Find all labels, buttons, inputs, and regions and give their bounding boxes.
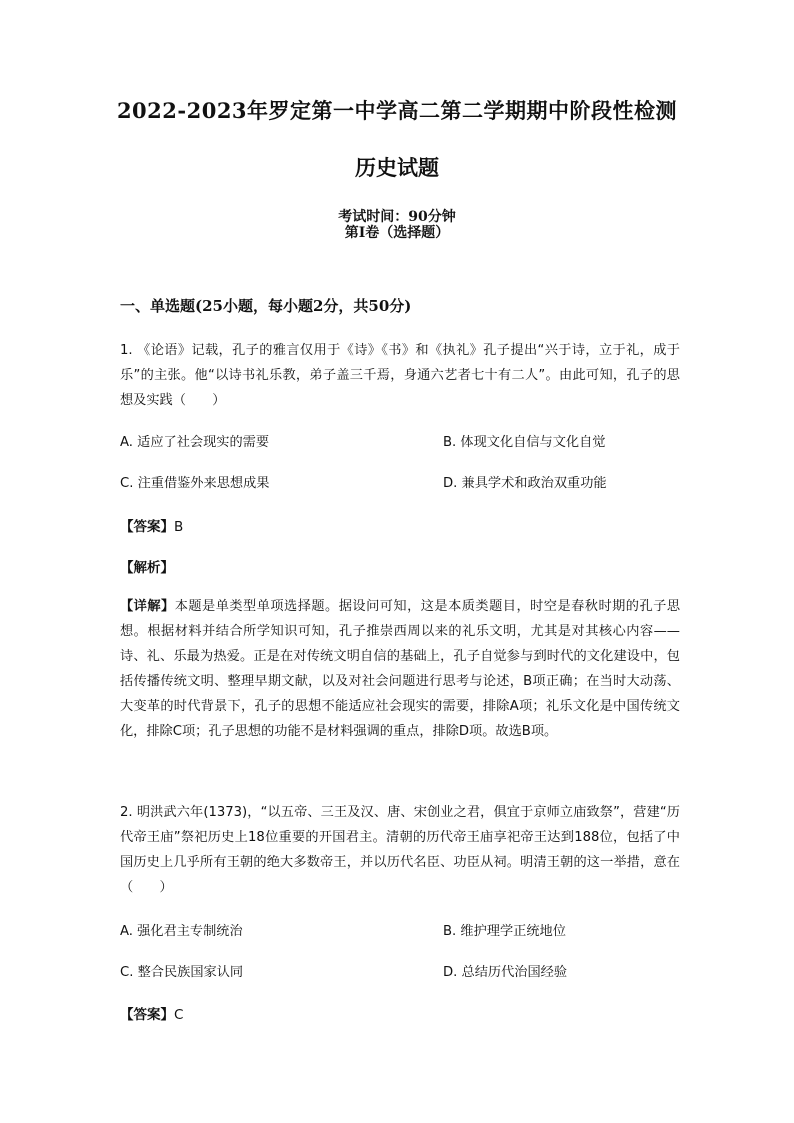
answer-label: 【答案】 xyxy=(120,519,174,535)
answer-label: 【答案】 xyxy=(120,1007,174,1023)
question-1-option-c: C. 注重借鉴外来思想成果 xyxy=(120,476,270,491)
question-1-stem: 1. 《论语》记载，孔子的雅言仅用于《诗》《书》和《执礼》孔子提出“兴于诗，立于礼，成于乐”的主张。他“以诗书礼乐教，弟子盖三千焉，身通六艺者七十有二人”。由此可知，孔子的思想及实践（ ） xyxy=(120,343,680,408)
question-2-option-d: D. 总结历代治国经验 xyxy=(443,965,568,980)
section-heading: 一、单选题(25小题，每小题2分，共50分) xyxy=(120,297,412,315)
document-subtitle: 历史试题 xyxy=(355,155,439,180)
question-2-option-b: B. 维护理学正统地位 xyxy=(443,924,566,939)
question-1-analysis-label: 【解析】 xyxy=(120,560,174,576)
question-1-option-a: A. 适应了社会现实的需要 xyxy=(120,435,270,450)
answer-value: C xyxy=(174,1007,184,1023)
exam-time: 考试时间：90分钟 xyxy=(338,209,456,225)
detail-label: 【详解】 xyxy=(120,599,175,614)
question-2-option-a: A. 强化君主专制统治 xyxy=(120,924,243,939)
question-1-option-d: D. 兼具学术和政治双重功能 xyxy=(443,476,607,491)
question-1-option-b: B. 体现文化自信与文化自觉 xyxy=(443,435,606,450)
detail-text: 本题是单类型单项选择题。据设问可知，这是本质类题目，时空是春秋时期的孔子思想。根据材料并结合所学知识可知，孔子推崇西周以来的礼乐文明，尤其是对其核心内容——诗、礼、乐最为热爱。正是在对传统文明自信的基础上，孔子自觉参与到时代的文化建设中，包括传播传统文明、整理早期文献，以及对社会问题进行思考与论述，B项正确；在当时大动荡、大变革的时代背景下，孔子的思想不能适应社会现实的需要，排除A项；礼乐文化是中国传统文化，排除C项；孔子思想的功能不是材料强调的重点，排除D项。故选B项。 xyxy=(120,599,681,739)
volume-heading-visible: 第Ⅰ卷（选择题） xyxy=(344,225,450,241)
question-1-detail xyxy=(120,594,680,744)
question-2-answer xyxy=(120,1003,183,1023)
question-2-stem: 2. 明洪武六年(1373)，“以五帝、三王及汉、唐、宋创业之君，俱宜于京师立庙致祭”，营建“历代帝王庙”祭祀历史上18位重要的开国君主。清朝的历代帝王庙享祀帝王达到188位，包括了中国历史上几乎所有王朝的绝大多数帝王，并以历代名臣、功臣从祠。明清王朝的这一举措，意在（ ） xyxy=(120,805,680,895)
answer-value: B xyxy=(174,519,184,535)
question-2-option-c: C. 整合民族国家认同 xyxy=(120,965,244,980)
question-1-answer xyxy=(120,515,183,535)
document-title: 2022-2023年罗定第一中学高二第二学期期中阶段性检测 xyxy=(116,98,678,123)
